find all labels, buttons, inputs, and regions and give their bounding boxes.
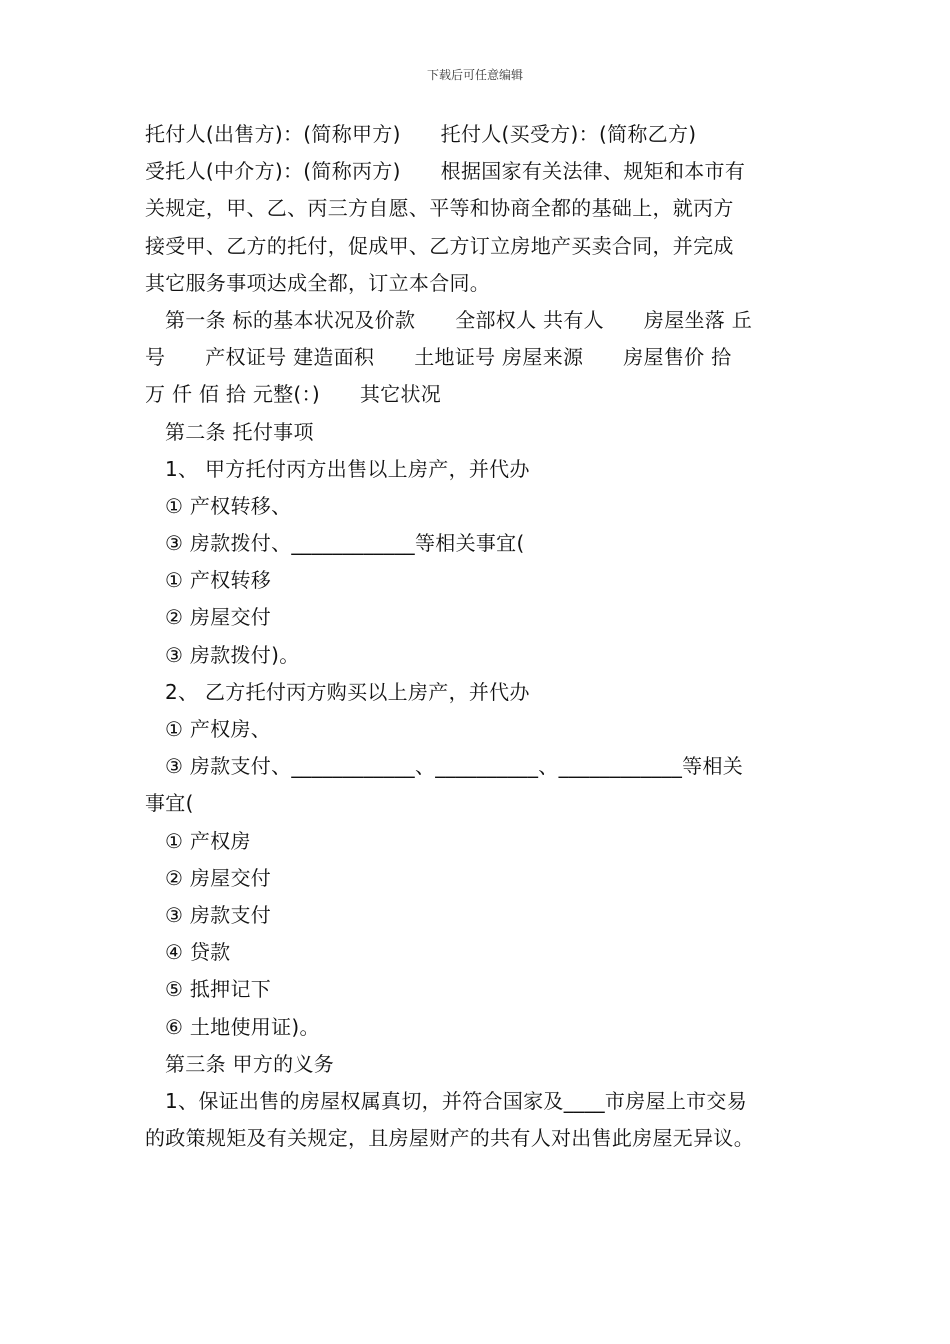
text-line: 的政策规矩及有关规定，且房屋财产的共有人对出售此房屋无异议。 xyxy=(145,1126,754,1151)
text-line: 托付人(出售方)：(简称甲方) 托付人(买受方)：(简称乙方) xyxy=(145,122,697,146)
text-line: 受托人(中介方)：(简称丙方) 根据国家有关法律、规矩和本市有 xyxy=(145,159,746,184)
text-line: 关规定，甲、乙、丙三方自愿、平等和协商全都的基础上，就丙方 xyxy=(145,196,734,221)
text-line: ① 产权房、 xyxy=(165,717,272,741)
text-line: 接受甲、乙方的托付，促成甲、乙方订立房地产买卖合同，并完成 xyxy=(145,233,734,258)
text-line: ② 房屋交付 xyxy=(165,865,272,890)
text-line: ③ 房款支付 xyxy=(165,902,272,927)
text-line: 1、保证出售的房屋权属真切，并符合国家及____市房屋上市交易 xyxy=(165,1088,748,1113)
text-line: ① 产权房 xyxy=(165,828,251,853)
page-header: 下载后可任意编辑 xyxy=(426,68,523,82)
text-line: 号 产权证号 建造面积 土地证号 房屋来源 房屋售价 拾 xyxy=(145,345,732,370)
text-line: ③ 房款支付、____________、__________、____________等相关 xyxy=(165,754,744,779)
text-line: 1、 甲方托付丙方出售以上房产，并代办 xyxy=(165,456,530,481)
text-line: ② 房屋交付 xyxy=(165,605,272,630)
text-line: 第三条 甲方的义务 xyxy=(165,1051,335,1076)
text-line: 其它服务事项达成全都，订立本合同。 xyxy=(145,270,491,295)
document-body xyxy=(145,116,810,1157)
text-line: ④ 贷款 xyxy=(165,940,231,965)
text-line: ① 产权转移、 xyxy=(165,493,292,518)
text-line: 万 仟 佰 拾 元整(：) 其它状况 xyxy=(145,382,442,407)
text-line: ⑥ 土地使用证)。 xyxy=(165,1014,320,1039)
text-line: ① 产权转移 xyxy=(165,568,272,593)
text-line: 第一条 标的基本状况及价款 全部权人 共有人 房屋坐落 丘 xyxy=(165,307,753,332)
text-line: ③ 房款拨付)。 xyxy=(165,642,300,667)
text-line: 事宜( xyxy=(145,791,194,816)
text-line: 第二条 托付事项 xyxy=(165,419,314,444)
text-line: ⑤ 抵押记下 xyxy=(165,977,272,1002)
text-line: 2、 乙方托付丙方购买以上房产，并代办 xyxy=(165,679,530,704)
text-line: ③ 房款拨付、____________等相关事宜( xyxy=(165,531,525,556)
